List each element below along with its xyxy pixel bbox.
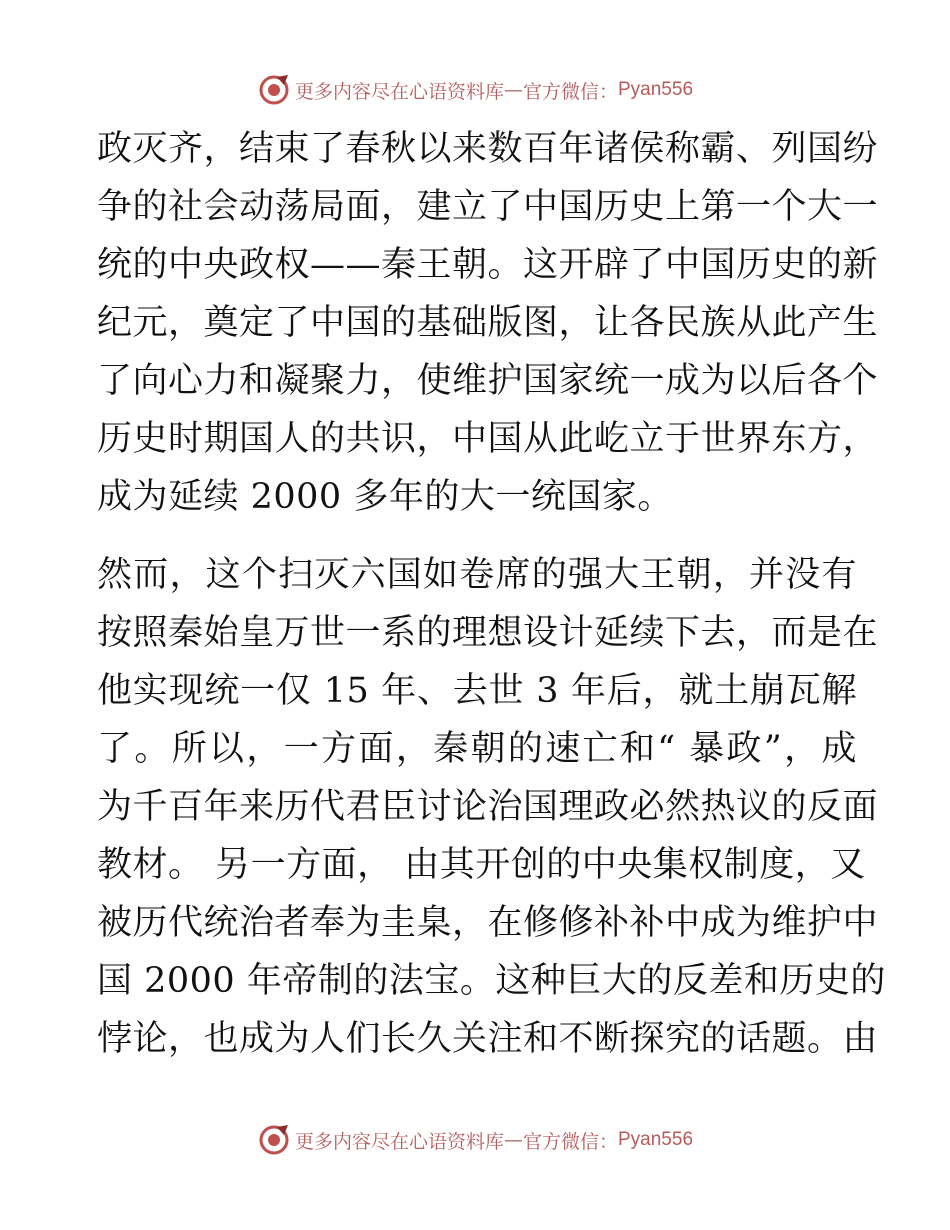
header-banner (0, 70, 950, 110)
text-line: 然而，这个扫灭六国如卷席的强大王朝，并没有 (97, 555, 857, 595)
brand-logo-icon (257, 1123, 291, 1157)
text-line: 他实现统一仅 15 年、去世 3 年后，就土崩瓦解 (97, 671, 857, 711)
text-line: 被历代统治者奉为圭臬，在修修补补中成为维护中 (97, 903, 879, 943)
text-line: 争的社会动荡局面，建立了中国历史上第一个大一 (97, 187, 879, 227)
text-line: 为千百年来历代君臣讨论治国理政必然热议的反面 (97, 787, 879, 827)
footer-banner (0, 1120, 950, 1160)
text-line: 国 2000 年帝制的法宝。这种巨大的反差和历史的 (97, 961, 886, 1001)
header-separator: — (503, 79, 523, 101)
text-line: 了向心力和凝聚力，使维护国家统一成为以后各个 (97, 361, 879, 401)
header-account: Pyan556 (618, 79, 694, 100)
text-line: 按照秦始皇万世一系的理想设计延续下去，而是在 (97, 613, 879, 653)
header-banner-text: 更多内容尽在心语资料库 (294, 80, 504, 103)
text-line: 纪元，奠定了中国的基础版图，让各民族从此产生 (97, 303, 879, 343)
text-line: 悖论，也成为人们长久关注和不断探究的话题。由 (97, 1019, 879, 1059)
header-label: 官方微信： (522, 80, 618, 103)
text-line: 成为延续 2000 多年的大一统国家。 (97, 477, 673, 517)
text-line: 教材。 另一方面， 由其开创的中央集权制度，又 (97, 845, 866, 885)
brand-logo-icon (257, 73, 291, 107)
text-line: 历史时期国人的共识，中国从此屹立于世界东方， (97, 419, 879, 459)
footer-separator: — (503, 1129, 523, 1151)
paragraph-2 (97, 546, 886, 1068)
text-line: 统的中央政权——秦王朝。这开辟了中国历史的新 (97, 245, 879, 285)
text-line: 政灭齐，结束了春秋以来数百年诸侯称霸、列国纷 (97, 129, 879, 169)
footer-banner-text: 更多内容尽在心语资料库 (294, 1130, 504, 1153)
paragraph-1 (97, 120, 879, 526)
footer-label: 官方微信： (522, 1130, 618, 1153)
footer-account: Pyan556 (618, 1129, 694, 1150)
document-body (97, 120, 886, 1068)
text-line: 了。所以，一方面，秦朝的速亡和“ 暴政”，成 (97, 729, 857, 769)
paragraph-gap (97, 526, 857, 546)
